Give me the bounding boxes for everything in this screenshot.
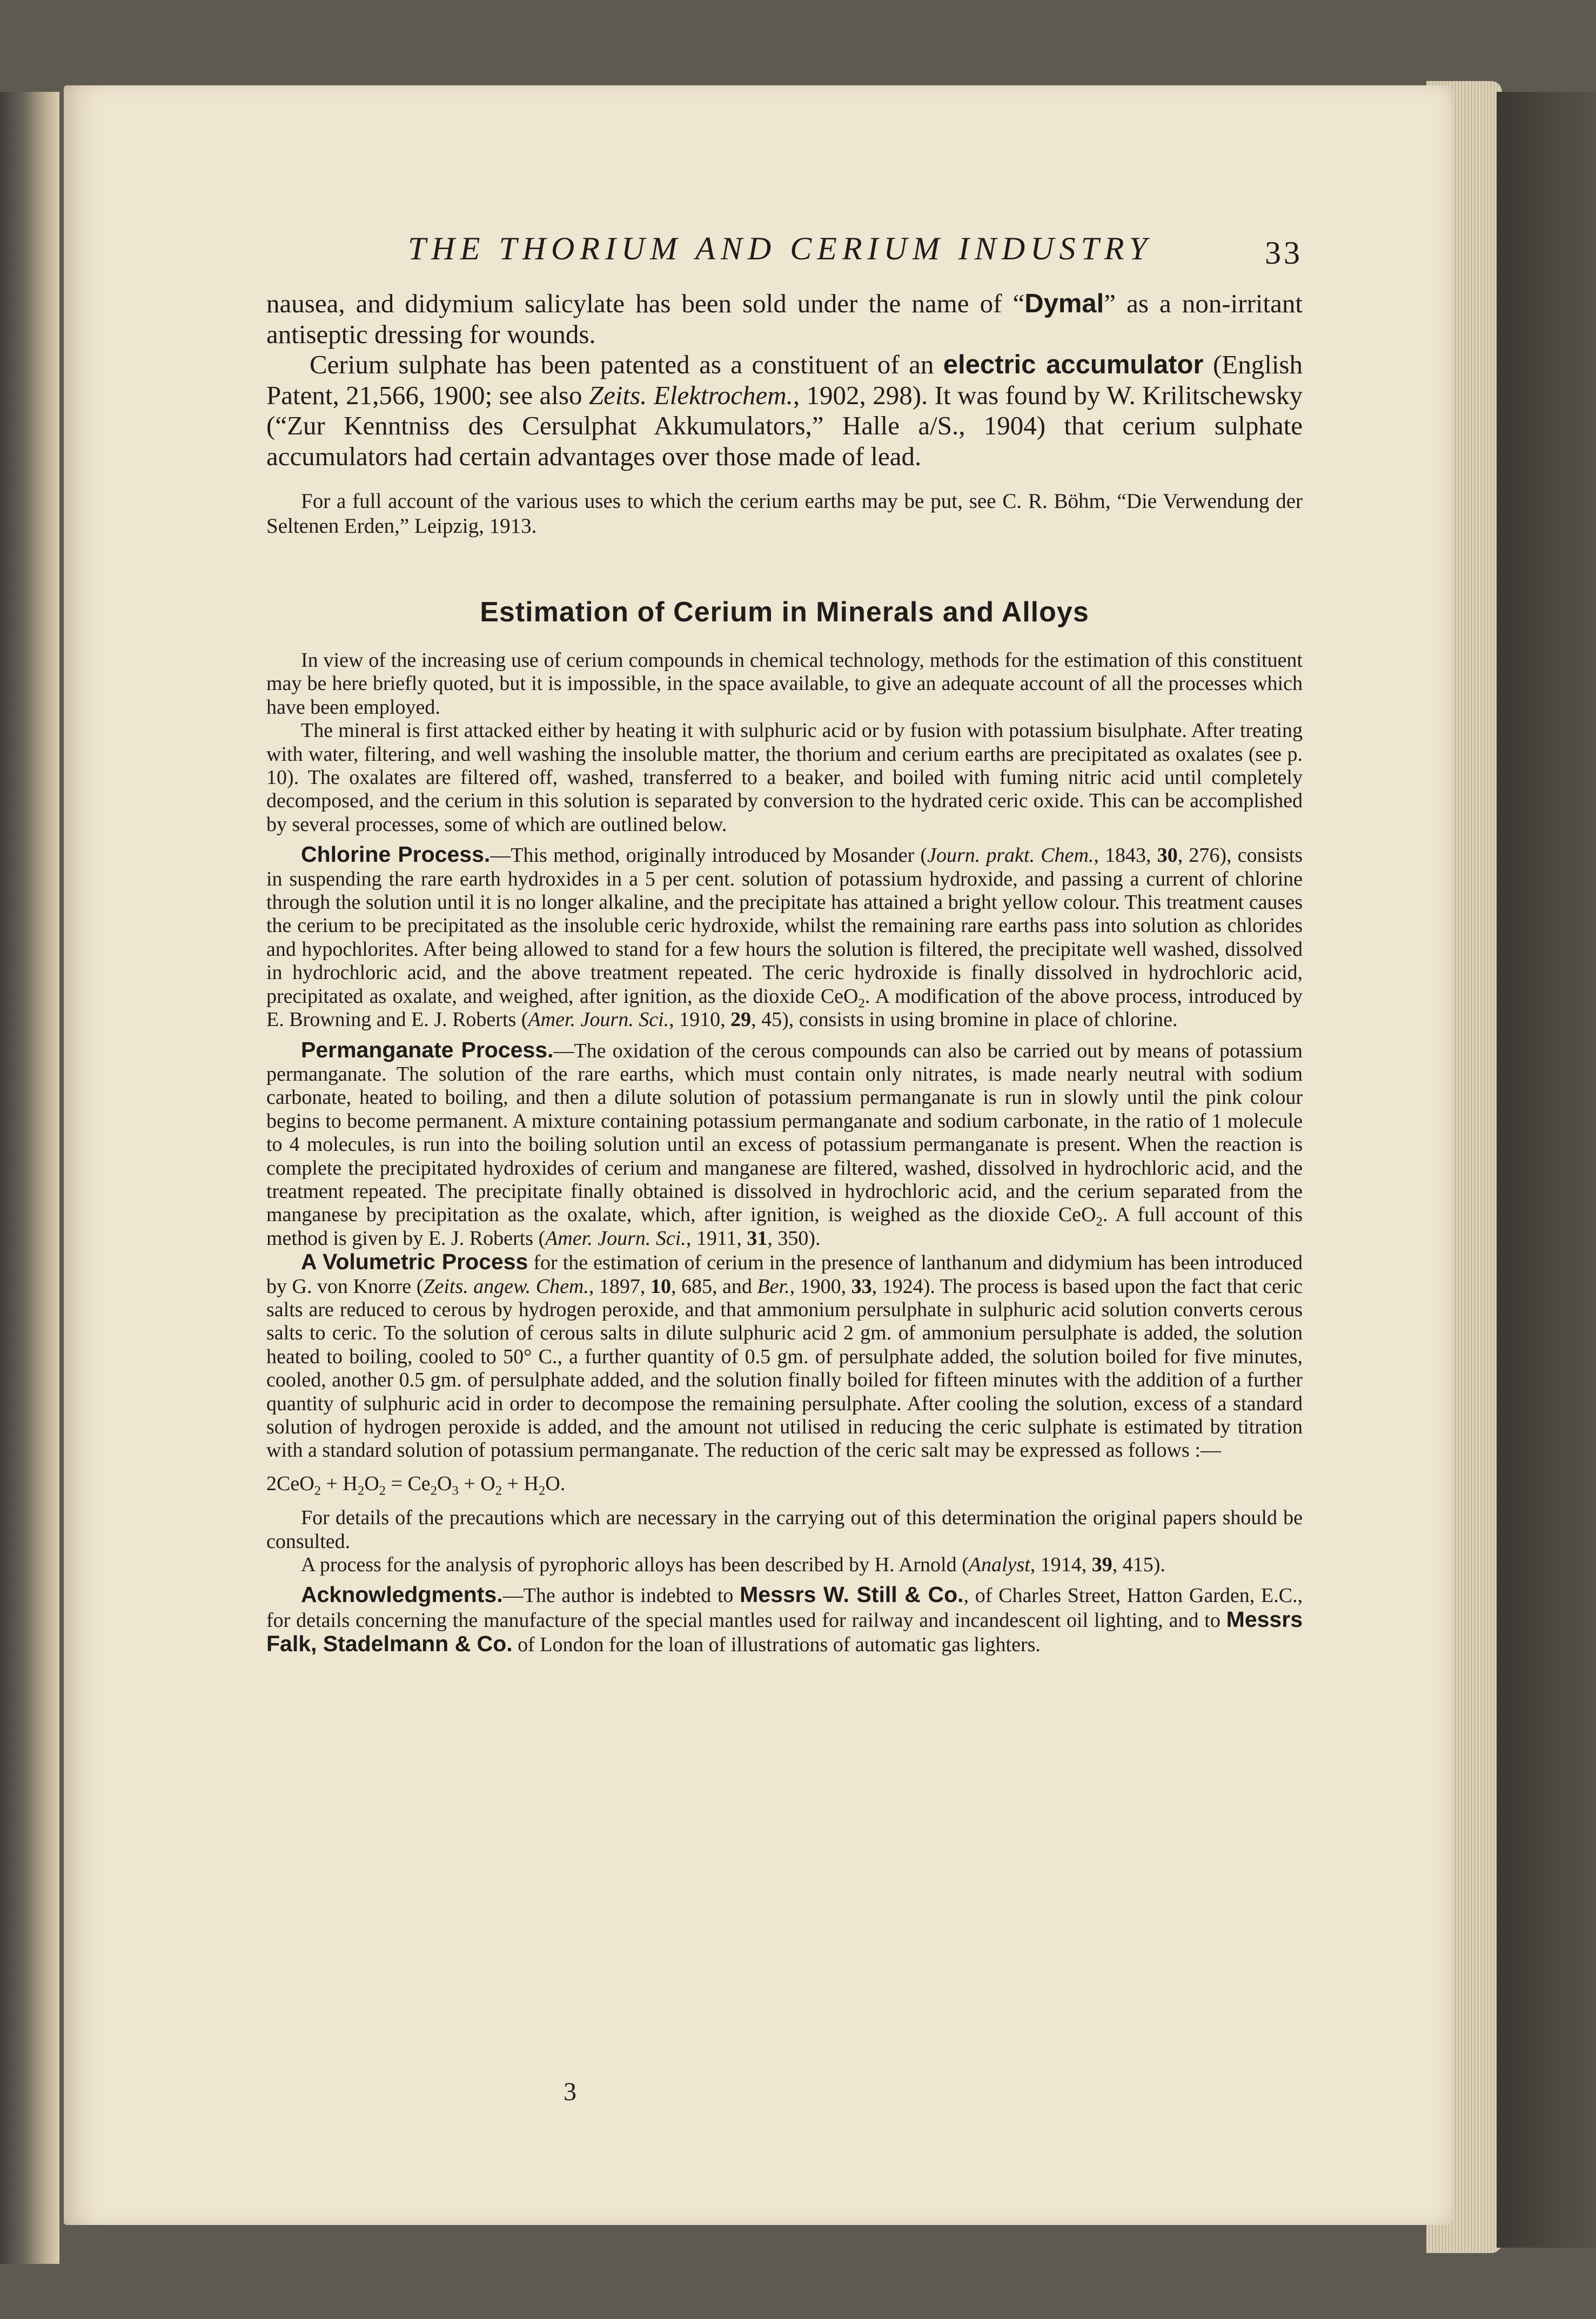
intro-paragraph-2: Cerium sulphate has been patented as a constituent of an electric accumulator (English Patent, 21,566, 1900; see also Zeits. Elektrochem., 1902, 298). It was found by W. Krilitschewsky (“Zur Kenntniss des Cersulphat Akkumulators,” Halle a/S., 1904) that cerium sulphate accumulators had certain advantages over those made of lead.: [266, 350, 1303, 471]
running-head: [266, 227, 1303, 292]
reduction-equation: $2CeO_2 + H_2O_2 = Ce_2O_3 + O_2 + H_2O$.: [266, 1472, 566, 1498]
chlorine-process-title: Chlorine Process.: [301, 842, 491, 867]
book-page: [64, 85, 1452, 2225]
signature-mark: 3: [564, 2077, 576, 2106]
acknowledgments-title: Acknowledgments.: [301, 1582, 503, 1607]
paragraph-intro: In view of the increasing use of cerium compounds in chemical technology, methods for the estimation of this constituent may be here briefly quoted, but it is impossible, in the space available, to give an adequate account of all the processes which have been employed.: [266, 649, 1303, 719]
section-heading: Estimation of Cerium in Minerals and Alloys: [480, 596, 1089, 628]
reference-note: For a full account of the various uses to which the cerium earths may be put, see C. R. Böhm, “Die Verwendung der Seltenen Erden,” Leipzig, 1913.: [266, 490, 1303, 538]
page-number: 33: [1265, 235, 1303, 271]
paragraph-chlorine-process: Chlorine Process.—This method, originally introduced by Mosander (Journ. prakt. Chem., 1843, 30, 276), consists in suspending the rare earth hydroxides in a 5 per cent. solution of potassium hydroxide, and passing a current of chlorine through the solution until it is no longer alkaline, and the precipitate has attained a bright yellow colour. This treatment causes the cerium to be precipitated as the insoluble ceric hydroxide, whilst the remaining rare earths pass into solution as chlorides and hypochlorites. After being allowed to stand for a few hours the solution is filtered, the precipitate well washed, dissolved in hydrochloric acid, and the above treatment repeated. The ceric hydroxide is finally dissolved in hydrochloric acid, precipitated as oxalate, and weighed, after ignition, as the dioxide CeO$_2$. A modification of the above process, introduced by E. Browning and E. J. Roberts (Amer. Journ. Sci., 1910, 29, 45), consists in using bromine in place of chlorine.: [266, 842, 1303, 1031]
section-text: [266, 649, 1303, 1657]
paragraph-details: For details of the precautions which are necessary in the carrying out of this determination the original papers should be consulted.: [266, 1506, 1303, 1553]
paragraph-acknowledgments: Acknowledgments.—The author is indebted to Messrs W. Still & Co., of Charles Street, Hatton Garden, E.C., for details concerning the manufacture of the special mantles used for railway and incandescent oil lighting, and to Messrs Falk, Stadelmann & Co. of London for the loan of illustrations of automatic gas lighters.: [266, 1582, 1303, 1657]
paragraph-volumetric-process: A Volumetric Process for the estimation of cerium in the presence of lanthanum and didymium has been introduced by G. von Knorre (Zeits. angew. Chem., 1897, 10, 685, and Ber., 1900, 33, 1924). The process is based upon the fact that ceric salts are reduced to cerous by hydrogen peroxide, and that ammonium persulphate in sulphuric acid solution converts cerous salts to ceric. To the solution of cerous salts in dilute sulphuric acid 2 gm. of ammonium persulphate is added, the solution heated to boiling, cooled to 50° C., a further quantity of 0.5 gm. of persulphate added, the solution boiled for five minutes, cooled, another 0.5 gm. of persulphate added, and the solution finally boiled for fifteen minutes with the addition of a further quantity of sulphuric acid in order to decompose the remaining persulphate. After cooling the solution, excess of a standard solution of hydrogen peroxide is added, and the amount not utilised in reducing the ceric sulphate is estimated by titration with a standard solution of potassium permanganate. The reduction of the ceric salt may be expressed as follows :—: [266, 1249, 1303, 1462]
intro-paragraph-1: nausea, and didymium salicylate has been sold under the name of “Dymal” as a non-irritant antiseptic dressing for wounds.: [266, 289, 1303, 349]
paragraph-pyrophoric-alloys: A process for the analysis of pyrophoric alloys has been described by H. Arnold (Analyst, 1914, 39, 415).: [301, 1553, 1165, 1577]
book-spine-left: [0, 92, 59, 2264]
firm-still: Messrs W. Still & Co.: [740, 1582, 964, 1607]
permanganate-process-title: Permanganate Process.: [301, 1037, 554, 1062]
volumetric-process-title: A Volumetric Process: [301, 1249, 528, 1275]
running-title: THE THORIUM AND CERIUM INDUSTRY: [408, 231, 1152, 266]
electric-accumulator-term: electric accumulator: [943, 350, 1204, 379]
firm-falk-stadelmann: Messrs Falk, Stadelmann & Co.: [266, 1606, 1303, 1657]
dymal-name: Dymal: [1024, 289, 1104, 318]
paragraph-permanganate-process: Permanganate Process.—The oxidation of the cerous compounds can also be carried out by means of potassium permanganate. The solution of the rare earths, which must contain only nitrates, is made nearly neutral with sodium carbonate, heated to boiling, and then a dilute solution of potassium permanganate is run in slowly until the pink colour begins to become permanent. A mixture containing potassium permanganate and sodium carbonate, in the ratio of 1 molecule to 4 molecules, is run into the boiling solution until an excess of potassium permanganate is present. When the reaction is complete the precipitated hydroxides of cerium and manganese are filtered, washed, dissolved in hydrochloric acid, and the treatment repeated. The precipitate finally obtained is dissolved in hydrochloric acid, and the cerium separated from the manganese by precipitation as the oxalate, which, after ignition, is weighed as the dioxide CeO$_2$. A full account of this method is given by E. J. Roberts (Amer. Journ. Sci., 1911, 31, 350).: [266, 1037, 1303, 1250]
paragraph-mineral-attack: The mineral is first attacked either by heating it with sulphuric acid or by fusion with potassium bisulphate. After treating with water, filtering, and well washing the insoluble matter, the thorium and cerium earths are precipitated as oxalates (see p. 10). The oxalates are filtered off, washed, transferred to a beaker, and boiled with fuming nitric acid until completely decomposed, and the cerium in this solution is separated by conversion to the hydrated ceric oxide. This can be accomplished by several processes, some of which are outlined below.: [266, 719, 1303, 836]
book-cover-right: [1497, 92, 1596, 2248]
intro-text: [266, 289, 1303, 472]
page-body: [266, 289, 1303, 1657]
